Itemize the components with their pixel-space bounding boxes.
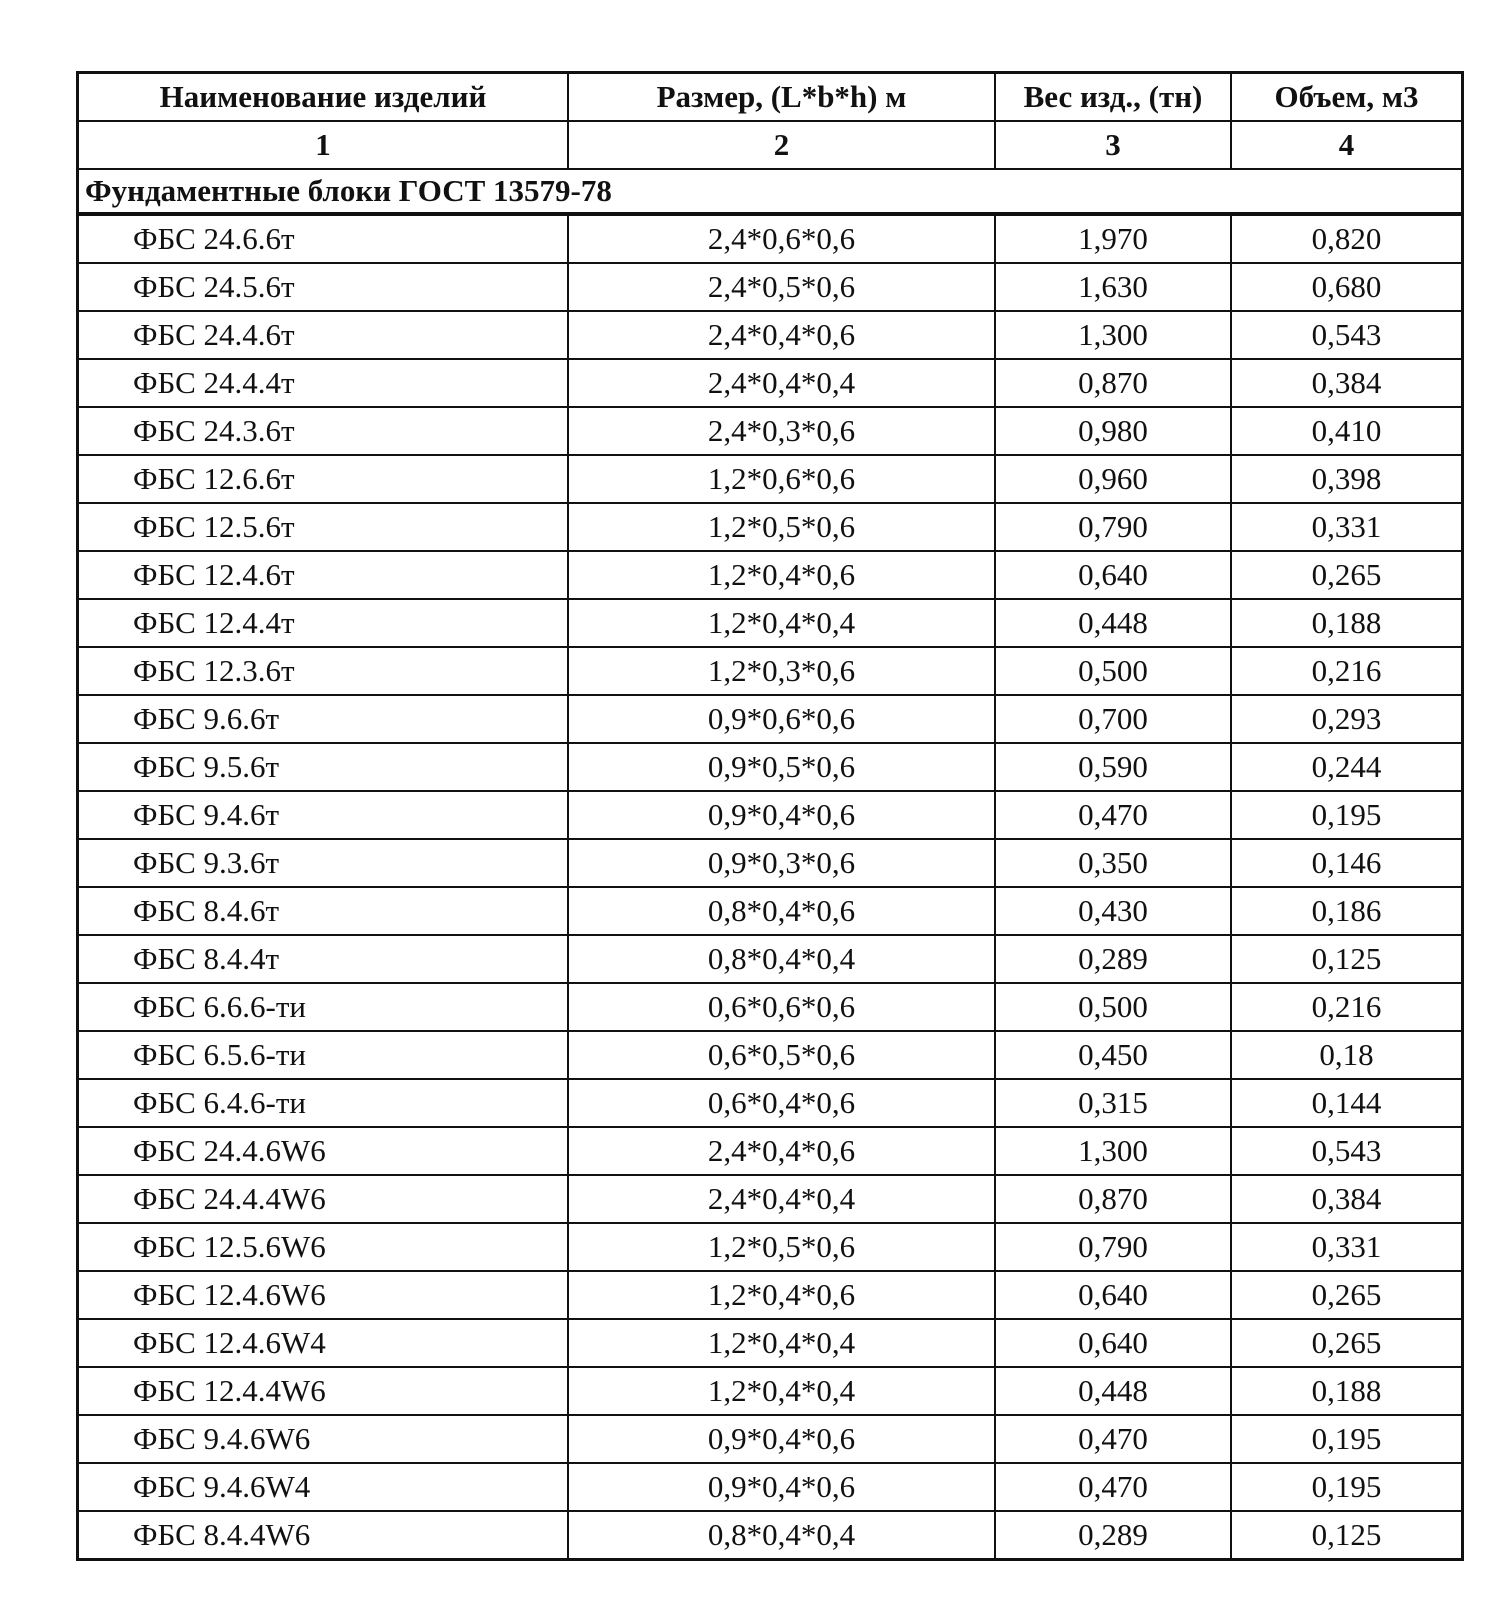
header-volume: Объем, м3 [1274, 79, 1419, 114]
table-row [79, 742, 1461, 790]
volume-cell: 0,265 [1311, 1325, 1382, 1360]
product-name-cell: ФБС 9.3.6т [79, 840, 569, 886]
table-row [79, 1414, 1461, 1462]
table-row [79, 1030, 1461, 1078]
volume-cell: 0,144 [1311, 1085, 1382, 1120]
volume-cell: 0,188 [1311, 1373, 1382, 1408]
size-cell: 1,2*0,5*0,6 [569, 504, 996, 550]
weight-cell: 0,590 [996, 744, 1232, 790]
weight-cell: 0,289 [996, 936, 1232, 982]
size-cell: 2,4*0,3*0,6 [569, 408, 996, 454]
weight-cell: 0,870 [996, 1176, 1232, 1222]
table-row [79, 1126, 1461, 1174]
product-name-cell: ФБС 6.5.6-ти [79, 1032, 569, 1078]
volume-cell: 0,384 [1311, 1181, 1382, 1216]
table-row [79, 1222, 1461, 1270]
size-cell: 0,6*0,5*0,6 [569, 1032, 996, 1078]
product-name-cell: ФБС 12.3.6т [79, 648, 569, 694]
product-name-cell: ФБС 8.4.6т [79, 888, 569, 934]
weight-cell: 0,430 [996, 888, 1232, 934]
weight-cell: 0,450 [996, 1032, 1232, 1078]
product-name-cell: ФБС 12.4.6W6 [79, 1272, 569, 1318]
size-cell: 1,2*0,4*0,4 [569, 1320, 996, 1366]
header-size: Размер, (L*b*h) м [569, 74, 996, 120]
header-weight: Вес изд., (тн) [996, 74, 1232, 120]
volume-cell: 0,265 [1311, 557, 1382, 592]
table-row [79, 406, 1461, 454]
table-row [79, 790, 1461, 838]
volume-cell: 0,195 [1311, 1421, 1382, 1456]
size-cell: 1,2*0,6*0,6 [569, 456, 996, 502]
product-name-cell: ФБС 24.6.6т [79, 216, 569, 262]
column-number-1: 1 [79, 122, 569, 168]
table-row [79, 454, 1461, 502]
table-body [79, 216, 1461, 1558]
product-name-cell: ФБС 9.4.6т [79, 792, 569, 838]
product-name-cell: ФБС 12.4.6т [79, 552, 569, 598]
volume-cell: 0,398 [1311, 461, 1382, 496]
volume-cell: 0,543 [1311, 1133, 1382, 1168]
volume-cell: 0,293 [1311, 701, 1382, 736]
weight-cell: 0,960 [996, 456, 1232, 502]
volume-cell: 0,410 [1311, 413, 1382, 448]
size-cell: 2,4*0,4*0,4 [569, 1176, 996, 1222]
size-cell: 1,2*0,4*0,4 [569, 1368, 996, 1414]
product-name-cell: ФБС 24.5.6т [79, 264, 569, 310]
product-name-cell: ФБС 24.3.6т [79, 408, 569, 454]
volume-cell: 0,331 [1311, 509, 1382, 544]
size-cell: 2,4*0,4*0,6 [569, 1128, 996, 1174]
weight-cell: 0,350 [996, 840, 1232, 886]
volume-cell: 0,146 [1311, 845, 1382, 880]
table-row [79, 262, 1461, 310]
weight-cell: 0,790 [996, 504, 1232, 550]
product-name-cell: ФБС 9.4.6W6 [79, 1416, 569, 1462]
weight-cell: 0,640 [996, 552, 1232, 598]
product-name-cell: ФБС 12.4.4W6 [79, 1368, 569, 1414]
header-name: Наименование изделий [79, 74, 569, 120]
size-cell: 0,9*0,4*0,6 [569, 1416, 996, 1462]
volume-cell: 0,188 [1311, 605, 1382, 640]
section-title: Фундаментные блоки ГОСТ 13579-78 [79, 168, 1461, 216]
size-cell: 1,2*0,4*0,4 [569, 600, 996, 646]
table-row [79, 216, 1461, 262]
product-name-cell: ФБС 12.5.6W6 [79, 1224, 569, 1270]
weight-cell: 1,300 [996, 312, 1232, 358]
table-row [79, 694, 1461, 742]
size-cell: 1,2*0,5*0,6 [569, 1224, 996, 1270]
table-row [79, 646, 1461, 694]
size-cell: 0,6*0,6*0,6 [569, 984, 996, 1030]
volume-cell: 0,125 [1311, 1517, 1382, 1552]
table-row [79, 838, 1461, 886]
size-cell: 0,8*0,4*0,6 [569, 888, 996, 934]
volume-cell: 0,195 [1311, 1469, 1382, 1504]
weight-cell: 0,289 [996, 1512, 1232, 1558]
product-name-cell: ФБС 24.4.6W6 [79, 1128, 569, 1174]
volume-cell: 0,244 [1311, 749, 1382, 784]
table-row [79, 550, 1461, 598]
size-cell: 1,2*0,4*0,6 [569, 552, 996, 598]
table-row [79, 1078, 1461, 1126]
weight-cell: 0,790 [996, 1224, 1232, 1270]
volume-cell: 0,331 [1311, 1229, 1382, 1264]
product-name-cell: ФБС 24.4.6т [79, 312, 569, 358]
product-name-cell: ФБС 12.4.6W4 [79, 1320, 569, 1366]
table-row [79, 1462, 1461, 1510]
column-number-4: 4 [1338, 127, 1355, 162]
product-name-cell: ФБС 6.4.6-ти [79, 1080, 569, 1126]
product-name-cell: ФБС 6.6.6-ти [79, 984, 569, 1030]
table-row [79, 1366, 1461, 1414]
column-number-row [79, 120, 1461, 168]
volume-cell: 0,195 [1311, 797, 1382, 832]
volume-cell: 0,216 [1311, 653, 1382, 688]
weight-cell: 0,470 [996, 1464, 1232, 1510]
weight-cell: 0,470 [996, 792, 1232, 838]
weight-cell: 0,448 [996, 1368, 1232, 1414]
weight-cell: 0,448 [996, 600, 1232, 646]
volume-cell: 0,384 [1311, 365, 1382, 400]
weight-cell: 1,970 [996, 216, 1232, 262]
size-cell: 0,9*0,3*0,6 [569, 840, 996, 886]
size-cell: 2,4*0,4*0,4 [569, 360, 996, 406]
volume-cell: 0,18 [1319, 1037, 1374, 1072]
column-number-2: 2 [569, 122, 996, 168]
table-row [79, 934, 1461, 982]
weight-cell: 0,980 [996, 408, 1232, 454]
weight-cell: 0,470 [996, 1416, 1232, 1462]
table-row [79, 502, 1461, 550]
size-cell: 0,9*0,6*0,6 [569, 696, 996, 742]
product-name-cell: ФБС 8.4.4т [79, 936, 569, 982]
size-cell: 2,4*0,5*0,6 [569, 264, 996, 310]
weight-cell: 0,500 [996, 648, 1232, 694]
size-cell: 0,8*0,4*0,4 [569, 1512, 996, 1558]
weight-cell: 0,640 [996, 1272, 1232, 1318]
weight-cell: 1,300 [996, 1128, 1232, 1174]
volume-cell: 0,186 [1311, 893, 1382, 928]
volume-cell: 0,543 [1311, 317, 1382, 352]
size-cell: 0,6*0,4*0,6 [569, 1080, 996, 1126]
table-header-row [79, 74, 1461, 120]
table-row [79, 886, 1461, 934]
table-row [79, 598, 1461, 646]
weight-cell: 0,315 [996, 1080, 1232, 1126]
size-cell: 1,2*0,4*0,6 [569, 1272, 996, 1318]
size-cell: 1,2*0,3*0,6 [569, 648, 996, 694]
table-row [79, 1174, 1461, 1222]
volume-cell: 0,680 [1311, 269, 1382, 304]
table-row [79, 310, 1461, 358]
volume-cell: 0,265 [1311, 1277, 1382, 1312]
size-cell: 0,8*0,4*0,4 [569, 936, 996, 982]
product-name-cell: ФБС 12.5.6т [79, 504, 569, 550]
weight-cell: 0,700 [996, 696, 1232, 742]
product-name-cell: ФБС 8.4.4W6 [79, 1512, 569, 1558]
volume-cell: 0,216 [1311, 989, 1382, 1024]
weight-cell: 0,500 [996, 984, 1232, 1030]
weight-cell: 1,630 [996, 264, 1232, 310]
size-cell: 0,9*0,5*0,6 [569, 744, 996, 790]
size-cell: 2,4*0,6*0,6 [569, 216, 996, 262]
size-cell: 0,9*0,4*0,6 [569, 1464, 996, 1510]
table-row [79, 1270, 1461, 1318]
weight-cell: 0,640 [996, 1320, 1232, 1366]
product-name-cell: ФБС 24.4.4т [79, 360, 569, 406]
size-cell: 2,4*0,4*0,6 [569, 312, 996, 358]
table-row [79, 982, 1461, 1030]
weight-cell: 0,870 [996, 360, 1232, 406]
column-number-3: 3 [996, 122, 1232, 168]
table-row [79, 358, 1461, 406]
volume-cell: 0,125 [1311, 941, 1382, 976]
volume-cell: 0,820 [1311, 221, 1382, 256]
table-row [79, 1318, 1461, 1366]
product-name-cell: ФБС 24.4.4W6 [79, 1176, 569, 1222]
product-name-cell: ФБС 9.5.6т [79, 744, 569, 790]
product-name-cell: ФБС 12.6.6т [79, 456, 569, 502]
size-cell: 0,9*0,4*0,6 [569, 792, 996, 838]
product-table [76, 71, 1464, 1561]
product-name-cell: ФБС 9.6.6т [79, 696, 569, 742]
product-name-cell: ФБС 9.4.6W4 [79, 1464, 569, 1510]
product-name-cell: ФБС 12.4.4т [79, 600, 569, 646]
table-row [79, 1510, 1461, 1558]
